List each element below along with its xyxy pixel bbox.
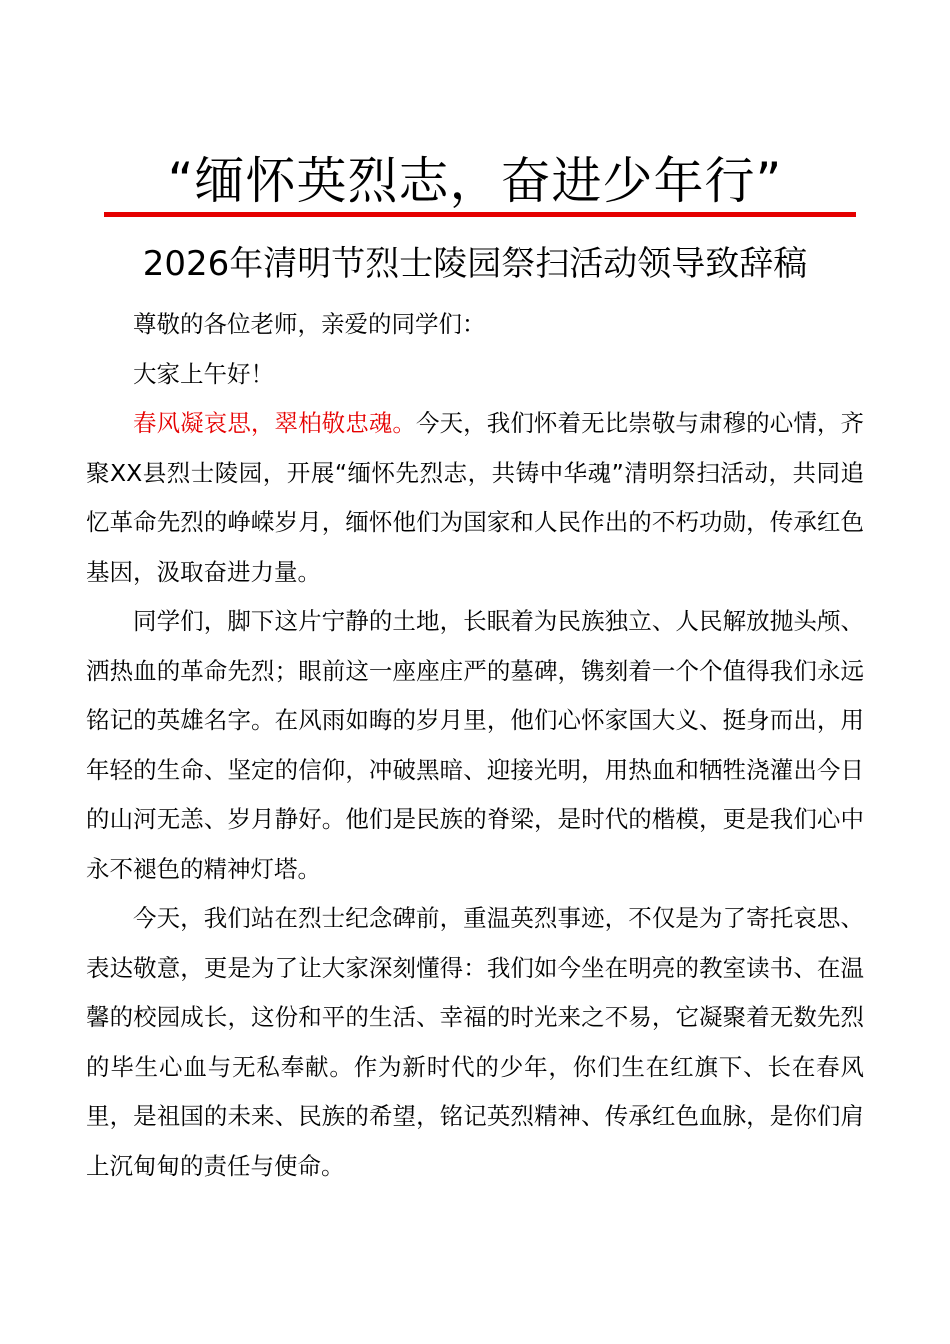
paragraph-3: 今天，我们站在烈士纪念碑前，重温英烈事迹，不仅是为了寄托哀思、表达敬意，更是为了让大家深刻懂得：我们如今坐在明亮的教室读书、在温馨的校园成长，这份和平的生活、幸福的时光来之不易，它凝聚着无数先烈的毕生心血与无私奉献。作为新时代的少年，你们生在红旗下、长在春风里，是祖国的未来、民族的希望，铭记英烈精神、传承红色血脉，是你们肩上沉甸甸的责任与使命。 <box>86 904 864 1180</box>
salutation: 尊敬的各位老师，亲爱的同学们： <box>133 310 486 338</box>
title-divider <box>104 212 856 217</box>
paragraph-2: 同学们，脚下这片宁静的土地，长眠着为民族独立、人民解放抛头颅、洒热血的革命先烈；眼前这一座座庄严的墓碑，镌刻着一个个值得我们永远铭记的英雄名字。在风雨如晦的岁月里，他们心怀家国大义、挺身而出，用年轻的生命、坚定的信仰，冲破黑暗、迎接光明，用热血和牺牲浇灌出今日的山河无恙、岁月静好。他们是民族的脊梁，是时代的楷模，更是我们心中永不褪色的精神灯塔。 <box>86 607 864 883</box>
page-subtitle: 2026年清明节烈士陵园祭扫活动领导致辞稿 <box>142 244 808 284</box>
page-title: “缅怀英烈志，奋进少年行” <box>167 152 783 210</box>
paragraph-1-rest: 今天，我们怀着无比崇敬与肃穆的心情，齐聚XX县烈士陵园，开展“缅怀先烈志，共铸中华魂”清明祭扫活动，共同追忆革命先烈的峥嵘岁月，缅怀他们为国家和人民作出的不朽功勋，传承红色基因，汲取奋进力量。 <box>86 409 864 586</box>
paragraph-1 <box>86 399 864 597</box>
greeting: 大家上午好！ <box>133 359 274 388</box>
paragraph-1-lead: 春风凝哀思，翠柏敬忠魂。 <box>133 409 416 437</box>
document-body <box>86 300 864 1191</box>
